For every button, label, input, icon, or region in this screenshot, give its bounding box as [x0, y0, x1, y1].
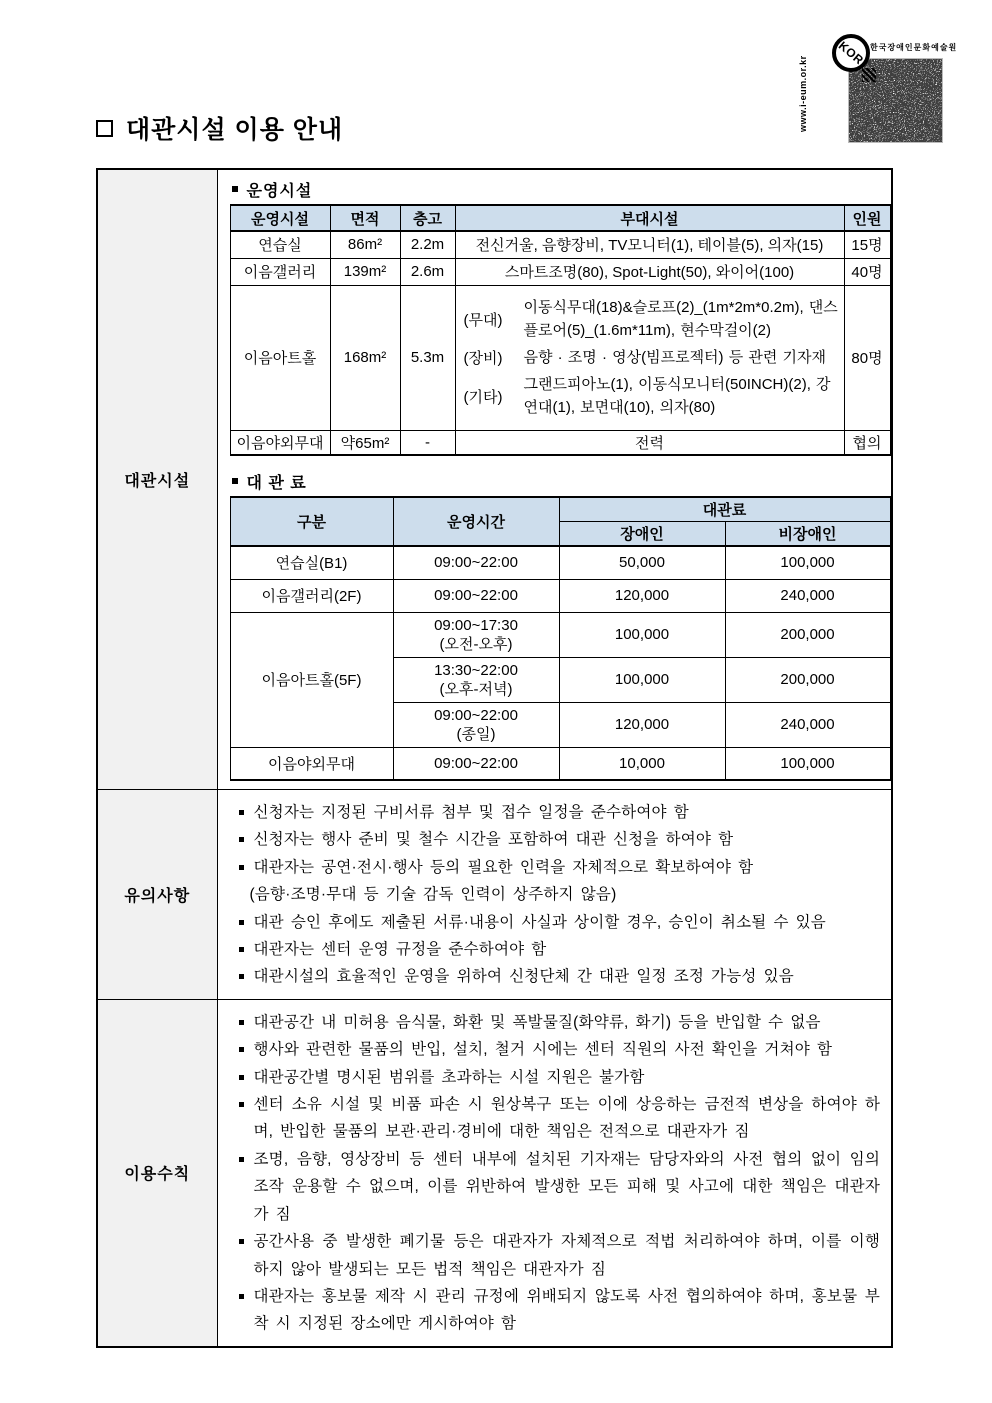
square-bullet-icon	[239, 974, 244, 979]
org-name: 한국장애인문화예술원	[870, 43, 958, 52]
notes-label: 유의사항	[97, 790, 217, 1000]
org-stamp	[798, 36, 958, 146]
list-item: 신청자는 지정된 구비서류 첨부 및 접수 일정을 준수하여야 함	[236, 799, 881, 826]
kor-badge-icon: KOR	[832, 34, 870, 72]
facilities-content	[217, 169, 892, 790]
square-bullet-icon	[239, 1102, 244, 1107]
col-amenities: 부대시설	[455, 205, 844, 231]
square-bullet-icon	[232, 186, 238, 192]
list-item: 신청자는 행사 준비 및 철수 시간을 포함하여 대관 신청을 하여야 함	[236, 826, 881, 853]
table-row: 이음갤러리 139m² 2.6m 스마트조명(80), Spot-Light(50), 와이어(100) 40명	[230, 258, 890, 285]
square-bullet-icon	[239, 1239, 244, 1244]
table-row: 연습실(B1) 09:00~22:00 50,000 100,000	[230, 546, 890, 579]
list-item: 대관시설의 효율적인 운영을 위하여 신청단체 간 대관 일정 조정 가능성 있음	[236, 963, 881, 990]
facilities-label: 대관시설	[97, 169, 217, 790]
table-row: 13:30~22:00 (오후-저녁) 100,000 200,000	[230, 657, 890, 702]
square-bullet-icon	[239, 1020, 244, 1025]
table-row: 이음야외무대 09:00~22:00 10,000 100,000	[230, 747, 890, 780]
amenity-group: (무대) 이동식무대(18)&슬로프(2)_(1m*2m*0.2m), 댄스플로어(5)_(1.6m*11m), 현수막걸이(2)	[463, 299, 838, 339]
table-row: 이음아트홀 168m² 5.3m (무대) 이동식무대(18)&슬로프(2)_(1m*2m*0.2m), 댄스플로어(5)_(1.6m*11m), 현수막걸이(2) (장비) 음향 · 조명 · 영상(빔프로젝터) 등 관련 기자재 (기타) 그랜드피아노(1), 이동식모니터(50INCH)(2), 강연대(1), 보면대(10), 의자(80) 80명	[230, 285, 890, 430]
list-item: 공간사용 중 발생한 폐기물 등은 대관자가 자체적으로 적법 처리하여야 하며, 이를 이행하지 않아 발생되는 모든 법적 책임은 대관자가 짐	[236, 1228, 881, 1283]
rental-fees-table	[230, 496, 891, 781]
list-item: 센터 소유 시설 및 비품 파손 시 원상복구 또는 이에 상응하는 금전적 변상을 하여야 하며, 반입한 물품의 보관·관리·경비에 대한 책임은 전적으로 대관자가 짐	[236, 1091, 881, 1146]
list-item: 대관공간별 명시된 범위를 초과하는 시설 지원은 불가함	[236, 1064, 881, 1091]
list-item: 조명, 음향, 영상장비 등 센터 내부에 설치된 기자재는 담당자와의 사전 협의 없이 임의 조작 운용할 수 없으며, 이를 위반하여 발생한 모든 피해 및 사고에 대한 책임은 대관자가 짐	[236, 1146, 881, 1228]
col-nondisabled: 비장애인	[725, 522, 890, 547]
facilities-row	[97, 169, 892, 790]
square-bullet-icon	[232, 478, 238, 484]
list-item-continuation: (음향·조명·무대 등 기술 감독 인력이 상주하지 않음)	[249, 886, 617, 904]
page-title: 대관시설 이용 안내	[126, 116, 344, 144]
col-name: 운영시설	[230, 205, 330, 231]
list-item: 대관공간 내 미허용 음식물, 화환 및 폭발물질(화약류, 화기) 등을 반입할 수 없음	[236, 1009, 881, 1036]
list-item: 대관자는 홍보물 제작 시 관리 규정에 위배되지 않도록 사전 협의하여야 하며, 홍보물 부착 시 지정된 장소에만 게시하여야 함	[236, 1283, 881, 1338]
col-disabled: 장애인	[559, 522, 725, 547]
square-bullet-icon	[239, 1075, 244, 1080]
col-capacity: 인원	[844, 205, 890, 231]
notes-list	[230, 795, 887, 991]
rules-row	[97, 999, 892, 1346]
col-fee: 대관료	[559, 497, 890, 522]
operating-facilities-table	[230, 204, 891, 456]
list-item: 행사와 관련한 물품의 반입, 설치, 철거 시에는 센터 직원의 사전 확인을 거쳐야 함	[236, 1036, 881, 1063]
arthall-amenities	[455, 285, 844, 430]
org-url: www.i-eum.or.kr	[798, 55, 808, 132]
square-bullet-icon	[239, 810, 244, 815]
list-item: 대관자는 센터 운영 규정을 준수하여야 함	[236, 936, 881, 963]
operating-heading: 운영시설	[232, 177, 887, 201]
table-header-row	[230, 497, 890, 522]
col-area: 면적	[330, 205, 400, 231]
square-bullet-icon	[239, 837, 244, 842]
table-row: 09:00~22:00 (종일) 120,000 240,000	[230, 702, 890, 747]
arthall-name: 이음아트홀(5F)	[230, 612, 393, 747]
square-bullet-icon	[239, 865, 244, 870]
hatch-marks-icon	[862, 68, 876, 82]
title-checkbox-icon	[96, 120, 113, 137]
table-row: 이음야외무대 약65m² - 전력 협의	[230, 430, 890, 455]
rules-list	[230, 1005, 887, 1338]
square-bullet-icon	[239, 1047, 244, 1052]
table-row: 이음아트홀(5F) 09:00~17:30 (오전-오후) 100,000 200,000	[230, 612, 890, 657]
square-bullet-icon	[239, 920, 244, 925]
amenity-group: (장비) 음향 · 조명 · 영상(빔프로젝터) 등 관련 기자재	[463, 349, 826, 367]
page-title-row	[96, 110, 343, 146]
notes-content	[217, 790, 892, 1000]
col-time: 운영시간	[393, 497, 559, 546]
col-category: 구분	[230, 497, 393, 546]
notes-row	[97, 790, 892, 1000]
table-header-row	[230, 205, 890, 231]
table-row: 이음갤러리(2F) 09:00~22:00 120,000 240,000	[230, 579, 890, 612]
fees-heading: 대 관 료	[232, 469, 887, 493]
col-height: 층고	[400, 205, 455, 231]
square-bullet-icon	[239, 947, 244, 952]
square-bullet-icon	[239, 1294, 244, 1299]
list-item: 대관자는 공연·전시·행사 등의 필요한 인력을 자체적으로 확보하여야 함	[236, 854, 881, 881]
list-item: 대관 승인 후에도 제출된 서류·내용이 사실과 상이할 경우, 승인이 취소될 수 있음	[236, 909, 881, 936]
square-bullet-icon	[239, 1157, 244, 1162]
amenity-group: (기타) 그랜드피아노(1), 이동식모니터(50INCH)(2), 강연대(1), 보면대(10), 의자(80)	[463, 376, 831, 416]
rules-content	[217, 999, 892, 1346]
rules-label: 이용수칙	[97, 999, 217, 1346]
table-row: 연습실 86m² 2.2m 전신거울, 음향장비, TV모니터(1), 테이블(5), 의자(15) 15명	[230, 231, 890, 258]
main-table	[96, 168, 893, 1348]
